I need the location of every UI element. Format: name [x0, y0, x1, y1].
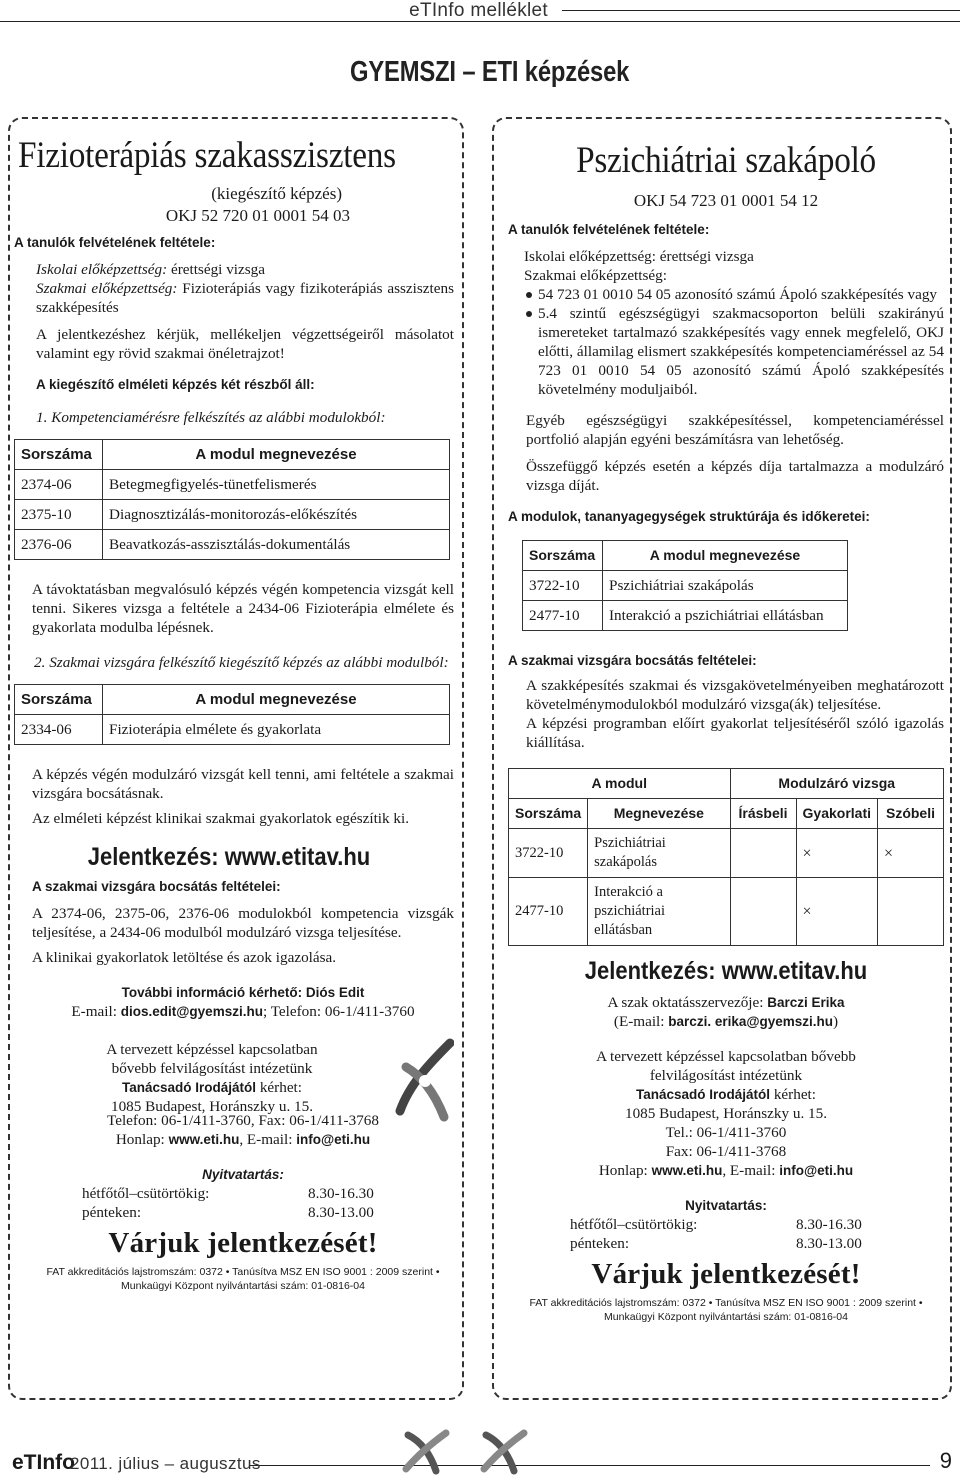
organizer-email-link[interactable]: barczi. erika@gyemszi.hu [668, 1014, 834, 1029]
table-row [509, 829, 944, 878]
office-line1: A tervezett képzéssel kapcsolatban [106, 1041, 318, 1058]
office-text [14, 1040, 392, 1116]
okj-code-left: OKJ 52 720 01 0001 54 03 [165, 206, 350, 225]
hours-time: 8.30-13.00 [308, 1204, 374, 1221]
mail-label: , E-mail: [722, 1162, 780, 1179]
web-label: Honlap: [115, 1131, 169, 1148]
email-label: E-mail: [71, 1003, 121, 1020]
module-name: Interakció a pszichiátriai ellátásban [603, 601, 848, 631]
opening-title [14, 1165, 454, 1184]
oral-header: Szóbeli [878, 799, 944, 829]
table-row [15, 470, 450, 500]
table-row [15, 500, 450, 530]
prof-value: Fizioterápiás vagy fizikoterápiás asszisztens szakképesítés [36, 280, 454, 316]
theory-heading: A kiegészítő elméleti képzés két részből áll: [36, 377, 315, 392]
module-code: 2376-06 [15, 530, 103, 560]
hours-row [82, 1203, 454, 1222]
footer-logo-icon-2 [478, 1425, 530, 1477]
mail-label: , E-mail: [239, 1131, 297, 1148]
fat-line1: FAT akkreditációs lajstromszám: 0372 • Tanúsítva MSZ EN ISO 9001 : 2009 szerint • [46, 1266, 440, 1278]
organizer-label: A szak oktatásszervezője: [607, 994, 768, 1011]
office-line3 [508, 1085, 944, 1104]
table-row [509, 878, 944, 946]
module-table-right-1 [522, 540, 848, 631]
page-footer [0, 1440, 960, 1483]
school-requirement [14, 260, 454, 279]
course-title-right: Pszichiátriai szakápoló [576, 140, 876, 181]
page-header [0, 0, 960, 22]
school-label: Iskolai előképzettség: [36, 261, 168, 278]
module-code: 2374-06 [15, 470, 103, 500]
organizer-mail-line [508, 1012, 944, 1031]
hours-days: pénteken: [82, 1204, 142, 1221]
office-line1: A tervezett képzéssel kapcsolatban bővebb [596, 1048, 856, 1065]
register-link-right[interactable]: Jelentkezés: www.etitav.hu [584, 957, 868, 985]
office-line3-text: kérhet: [256, 1079, 302, 1096]
fat-line1: FAT akkreditációs lajstromszám: 0372 • Tanúsítva MSZ EN ISO 9001 : 2009 szerint • [529, 1297, 923, 1309]
email-link[interactable]: dios.edit@gyemszi.hu [120, 1004, 263, 1019]
exam-group-header: Modulzáró vizsga [730, 769, 943, 799]
module-name: Interakció a pszichiátriai ellátásban [588, 878, 730, 946]
table-row [523, 601, 848, 631]
written-header: Írásbeli [730, 799, 796, 829]
hours-time: 8.30-16.30 [796, 1216, 862, 1233]
office-name: Tanácsadó Irodájától [636, 1087, 771, 1102]
office-email-link[interactable]: info@eti.hu [779, 1163, 854, 1178]
school-requirement-right: Iskolai előképzettség: érettségi vizsga [524, 248, 754, 265]
module-code: 2375-10 [15, 500, 103, 530]
written-mark [730, 878, 796, 946]
prof-requirement [14, 279, 454, 317]
page-number: 9 [939, 1448, 952, 1473]
module-name: Pszichiátriai szakápolás [603, 571, 848, 601]
col-code-header: Sorszáma [523, 541, 603, 571]
right-column [508, 140, 944, 1324]
col-code-header: Sorszáma [15, 440, 103, 470]
okj-code-right: OKJ 54 723 01 0001 54 12 [633, 191, 819, 210]
contact-block [14, 983, 454, 1021]
contact-line [32, 1002, 454, 1021]
opening-title-right [508, 1196, 944, 1215]
office-address: 1085 Budapest, Horánszky u. 15. [624, 1105, 828, 1122]
module-code: 3722-10 [509, 829, 588, 878]
office-address: 1085 Budapest, Horánszky u. 15. [110, 1098, 314, 1115]
other-note: Egyéb egészségügyi szakképesítéssel, kompetenciaméréssel portfolió alapján egyéni beszámításra van lehetőség. [526, 412, 944, 448]
phone-text: ; Telefon: 06-1/411-3760 [262, 1003, 415, 1020]
col-name-header: A modul megnevezése [103, 685, 450, 715]
module-table-2 [14, 684, 450, 745]
hours-days: hétfőtől–csütörtökig: [570, 1216, 698, 1233]
list-item: 54 723 01 0010 54 05 azonosító számú Ápoló szakképesítés vagy [522, 285, 944, 304]
left-column [14, 135, 454, 1293]
modules-heading: A modulok, tananyagegységek struktúrája és időkeretei: [508, 509, 870, 524]
prof-requirement-right: Szakmai előképzettség: [524, 267, 667, 284]
hours-row [82, 1184, 454, 1203]
office-email-link[interactable]: info@eti.hu [296, 1132, 371, 1147]
hours-time: 8.30-13.00 [796, 1235, 862, 1252]
exam-cond-text1: A szakképesítés szakmai és vizsgakövetelményeiben meghatározott követelménymodulokból modulzáró vizsga(ák) teljesítése. [526, 677, 944, 713]
practical-mark: × [796, 829, 877, 878]
header-rule [562, 10, 960, 11]
magazine-name: eTInfo melléklet [409, 0, 548, 21]
organizer-name: Barczi Erika [767, 995, 845, 1010]
module-group-header: A modul [509, 769, 731, 799]
oral-mark [878, 878, 944, 946]
hours-row [570, 1215, 944, 1234]
exam-cond-text2: A képzési programban előírt gyakorlat teljesítéséről szóló igazolás kiállítása. [526, 715, 944, 751]
opening-title-text: Nyitvatartás: [685, 1198, 767, 1213]
exam-cond-heading: A szakmai vizsgára bocsátás feltételei: [32, 879, 281, 894]
welcome-text-left: Várjuk jelentkezését! [108, 1227, 378, 1259]
hours-time: 8.30-16.30 [308, 1185, 374, 1202]
part2-heading [14, 653, 454, 672]
organizer-line [508, 993, 944, 1012]
part1-heading [14, 408, 454, 427]
module-code: 2477-10 [523, 601, 603, 631]
office-line2: felvilágosítást intézetünk [649, 1067, 803, 1084]
office-line3 [32, 1078, 392, 1097]
office-web-line [32, 1130, 454, 1149]
distance-note: A távoktatásban megvalósuló képzés végén kompetencia vizsgát kell tenni. Sikeres vizsga a feltétele a 2434-06 Fizioterápia elmélete és gyakorlata modulba lépésnek. [32, 581, 454, 636]
website-link[interactable]: www.eti.hu [651, 1163, 723, 1178]
school-value: érettségi vizsga [167, 261, 265, 278]
office-phonefax: Telefon: 06-1/411-3760, Fax: 06-1/411-3768 [107, 1112, 379, 1129]
hours-row [570, 1234, 944, 1253]
hours-days: pénteken: [570, 1235, 630, 1252]
website-link[interactable]: www.eti.hu [168, 1132, 240, 1147]
list-item: 5.4 szintű egészségügyi szakmacsoporton belüli szakirányú ismereteket tartalmazó szakképesítés vagy ennek megfelelő, OKJ előtti, államilag elismert szakképesítés kompetenciaméréssel az 54 723 01 0010 54 05 azonosító számú Ápoló szakképesítés követelmény moduljaiból. [522, 304, 944, 399]
office-web-line [508, 1161, 944, 1180]
module-name: Pszichiátriai szakápolás [588, 829, 730, 878]
course-title-left: Fizioterápiás szakasszisztens [18, 135, 396, 176]
fat-note-left [14, 1265, 454, 1293]
fat-note-right [508, 1296, 944, 1324]
prof-bullets [508, 285, 944, 399]
table-row [15, 530, 450, 560]
opening-hours [14, 1184, 454, 1222]
name-header: Megnevezése [588, 799, 730, 829]
clinical-note: Az elméleti képzést klinikai szakmai gyakorlatok egészítik ki. [32, 810, 410, 827]
eti-logo [392, 1033, 454, 1123]
col-code-header: Sorszáma [15, 685, 103, 715]
office-line2: bővebb felvilágosítást intézetünk [111, 1060, 313, 1077]
exam-cond-heading-right: A szakmai vizsgára bocsátás feltételei: [508, 653, 757, 668]
oral-mark: × [878, 829, 944, 878]
organizer-mail-pre: (E-mail: [613, 1013, 669, 1030]
fee-note: Összefüggő képzés esetén a képzés díja tartalmazza a modulzáró vizsga díját. [526, 458, 944, 494]
exam-note: A képzés végén modulzáró vizsgát kell tenni, ami feltétele a szakmai vizsgára bocsátásnak. [32, 766, 454, 802]
table-row [15, 715, 450, 745]
table-row [523, 571, 848, 601]
col-name-header: A modul megnevezése [103, 440, 450, 470]
opening-hours-right [508, 1215, 944, 1253]
clinical-cert: A klinikai gyakorlatok letöltése és azok igazolása. [32, 949, 337, 966]
application-note: A jelentkezéshez kérjük, mellékeljen végzettségeiről másolatot valamint egy rövid szakmai önéletrajzot! [36, 326, 454, 362]
office-line3-text: kérhet: [770, 1086, 816, 1103]
footer-rule [250, 1465, 930, 1466]
opening-title-text: Nyitvatartás: [202, 1167, 284, 1182]
module-code: 2334-06 [15, 715, 103, 745]
more-info: További információ kérhető: Diós Edit [121, 985, 365, 1000]
code-header: Sorszáma [509, 799, 588, 829]
office-block [14, 1033, 454, 1123]
office-contact [14, 1111, 454, 1149]
exam-cond-text: A 2374-06, 2375-06, 2376-06 modulokból kompetencia vizsgák teljesítése, a 2434-06 modulból modulzáró vizsga teljesítése. [32, 905, 454, 941]
section-title: GYEMSZI – ETI képzések [350, 56, 630, 88]
admission-heading: A tanulók felvételének feltétele: [14, 235, 216, 250]
module-name: Diagnosztizálás-monitorozás-előkészítés [103, 500, 450, 530]
footer-date: 2011. július – augusztus [70, 1454, 261, 1473]
admission-heading-right: A tanulók felvételének feltétele: [508, 222, 710, 237]
module-table-1 [14, 439, 450, 560]
course-subtitle: (kiegészítő képzés) [211, 184, 342, 203]
prof-label: Szakmai előképzettség: [36, 280, 178, 297]
hours-days: hétfőtől–csütörtökig: [82, 1185, 210, 1202]
office-tel: Tel.: 06-1/411-3760 [665, 1124, 787, 1141]
office-fax: Fax: 06-1/411-3768 [665, 1143, 787, 1160]
practical-header: Gyakorlati [796, 799, 877, 829]
fat-line2: Munkaügyi Központ nyilvántartási szám: 01-0816-04 [604, 1311, 848, 1323]
part1-heading-text: 1. Kompetenciamérésre felkészítés az alábbi modulokból: [36, 409, 386, 426]
register-link-left[interactable]: Jelentkezés: www.etitav.hu [87, 843, 371, 871]
footer-logo-icon [400, 1425, 452, 1477]
organizer-mail-post: ) [833, 1013, 839, 1030]
footer-brand: eTInfo [12, 1451, 75, 1474]
module-name: Betegmegfigyelés-tünetfelismerés [103, 470, 450, 500]
fat-line2: Munkaügyi Központ nyilvántartási szám: 01-0816-04 [121, 1280, 365, 1292]
web-label: Honlap: [598, 1162, 652, 1179]
office-name: Tanácsadó Irodájától [122, 1080, 257, 1095]
module-code: 3722-10 [523, 571, 603, 601]
welcome-text-right: Várjuk jelentkezését! [591, 1258, 861, 1290]
module-name: Fizioterápia elmélete és gyakorlata [103, 715, 450, 745]
practical-mark: × [796, 878, 877, 946]
written-mark [730, 829, 796, 878]
exam-table [508, 768, 944, 946]
office-block-right [508, 1047, 944, 1180]
module-code: 2477-10 [509, 878, 588, 946]
col-name-header: A modul megnevezése [603, 541, 848, 571]
part2-heading-text: 2. Szakmai vizsgára felkészítő kiegészítő képzés az alábbi modulból: [34, 654, 449, 671]
module-name: Beavatkozás-asszisztálás-dokumentálás [103, 530, 450, 560]
